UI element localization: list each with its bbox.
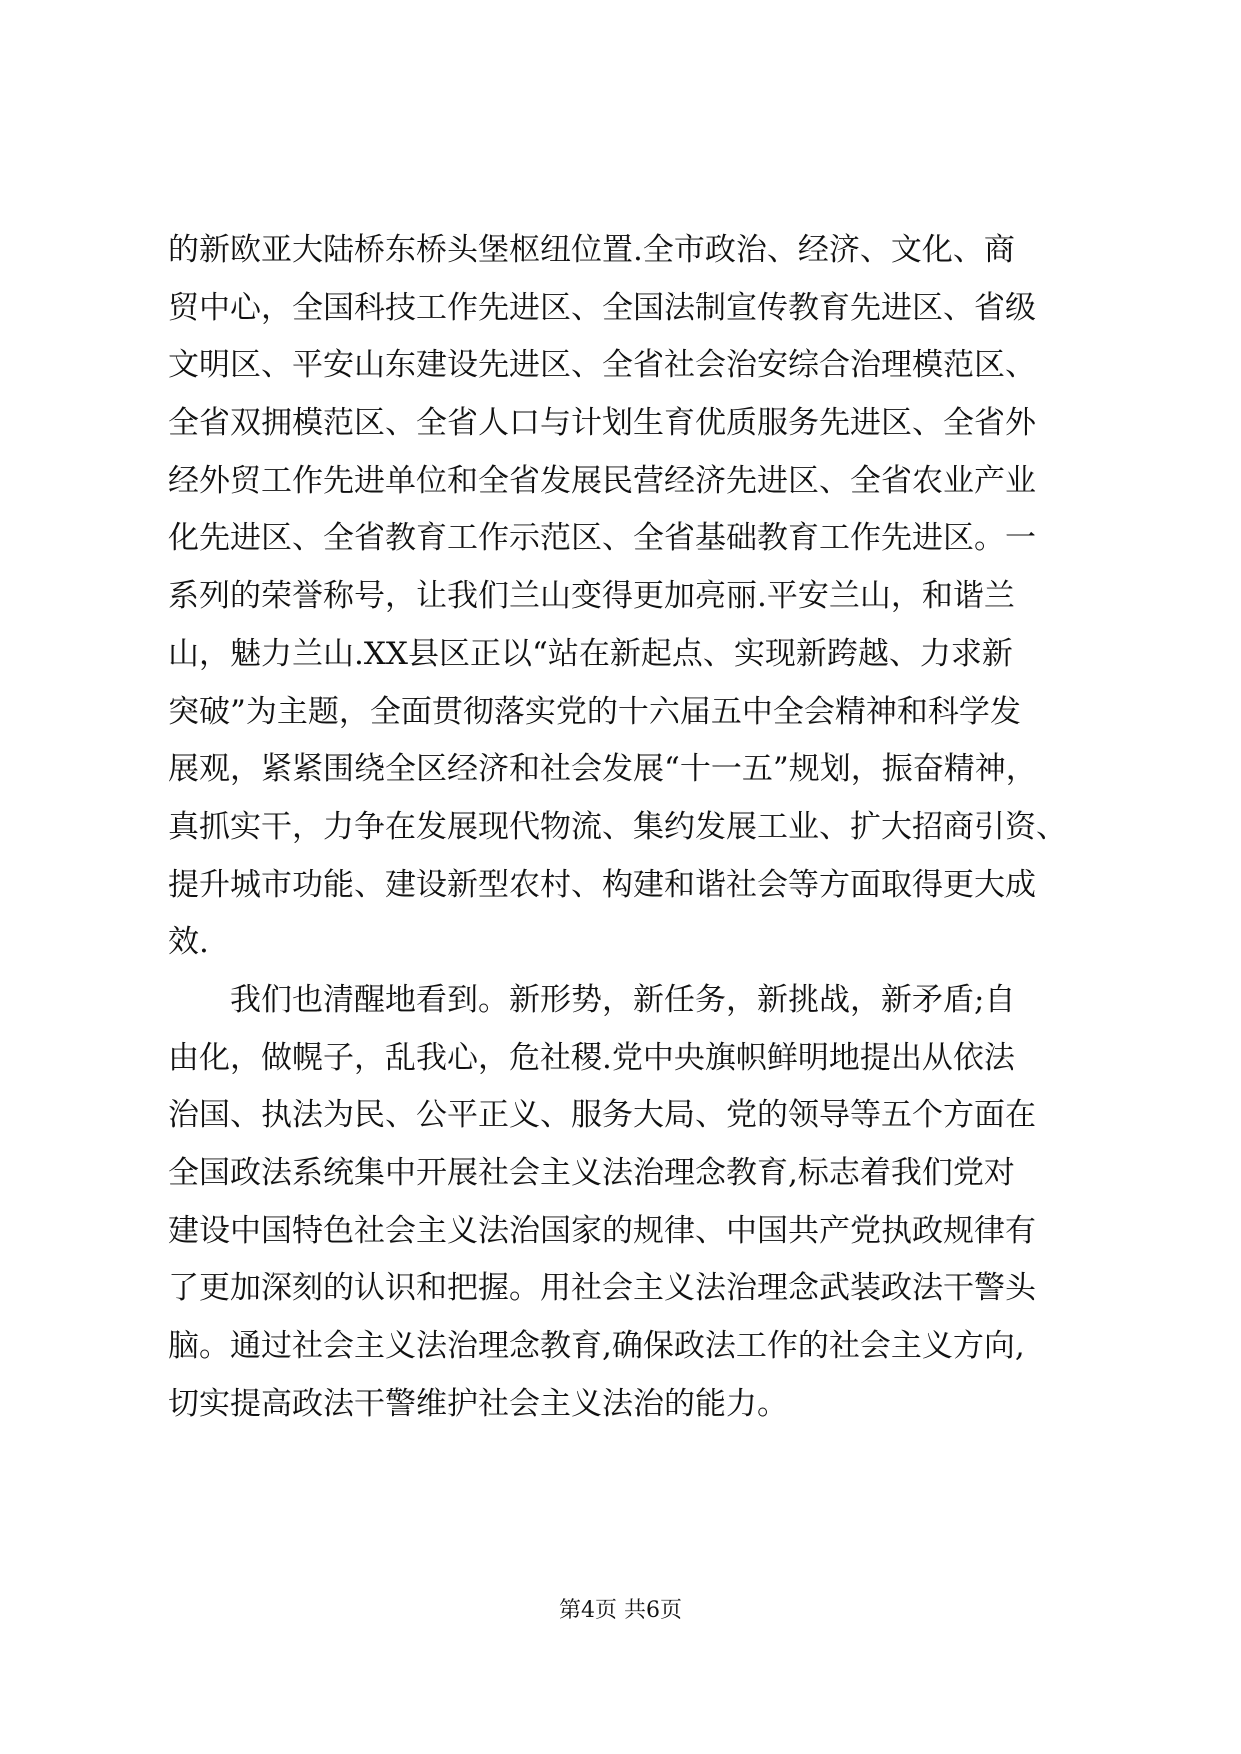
paragraph-2 xyxy=(168,972,1078,1434)
text-line: 系列的荣誉称号，让我们兰山变得更加亮丽.平安兰山，和谐兰 xyxy=(168,578,1015,615)
paragraph-1 xyxy=(168,222,1078,972)
text-line: 化先进区、全省教育工作示范区、全省基础教育工作先进区。一 xyxy=(168,520,1036,557)
text-line: 建设中国特色社会主义法治国家的规律、中国共产党执政规律有 xyxy=(168,1212,1036,1249)
text-line: 切实提高政法干警维护社会主义法治的能力。 xyxy=(168,1385,788,1422)
text-line: 脑。通过社会主义法治理念教育,确保政法工作的社会主义方向, xyxy=(168,1328,1025,1365)
text-line: 全省双拥模范区、全省人口与计划生育优质服务先进区、全省外 xyxy=(168,405,1036,442)
text-line: 经外贸工作先进单位和全省发展民营经济先进区、全省农业产业 xyxy=(168,462,1036,499)
text-line: 真抓实干，力争在发展现代物流、集约发展工业、扩大招商引资、 xyxy=(168,808,1067,845)
text-line: 了更加深刻的认识和把握。用社会主义法治理念武装政法干警头 xyxy=(168,1270,1036,1307)
text-line: 提升城市功能、建设新型农村、构建和谐社会等方面取得更大成 xyxy=(168,866,1036,903)
text-line: 文明区、平安山东建设先进区、全省社会治安综合治理模范区、 xyxy=(168,347,1036,384)
text-line: 由化，做幌子，乱我心，危社稷.党中央旗帜鲜明地提出从依法 xyxy=(168,1039,1015,1076)
text-line: 全国政法系统集中开展社会主义法治理念教育,标志着我们党对 xyxy=(168,1155,1015,1191)
text-line: 治国、执法为民、公平正义、服务大局、党的领导等五个方面在 xyxy=(168,1097,1036,1134)
text-line: 山，魅力兰山.XX县区正以“站在新起点、实现新跨越、力求新 xyxy=(168,635,1013,672)
text-line: 突破”为主题，全面贯彻落实党的十六届五中全会精神和科学发 xyxy=(168,693,1021,730)
text-line-indented: 我们也清醒地看到。新形势，新任务，新挑战，新矛盾;自 xyxy=(230,981,1016,1018)
text-line: 的新欧亚大陆桥东桥头堡枢纽位置.全市政治、经济、文化、商 xyxy=(168,232,1015,268)
page-footer: 第4页 共6页 xyxy=(559,1598,682,1623)
text-line: 贸中心，全国科技工作先进区、全国法制宣传教育先进区、省级 xyxy=(168,289,1036,326)
body-text xyxy=(168,222,1078,1433)
text-line: 展观，紧紧围绕全区经济和社会发展“十一五”规划，振奋精神， xyxy=(168,751,1037,788)
text-line: 效. xyxy=(168,924,209,961)
